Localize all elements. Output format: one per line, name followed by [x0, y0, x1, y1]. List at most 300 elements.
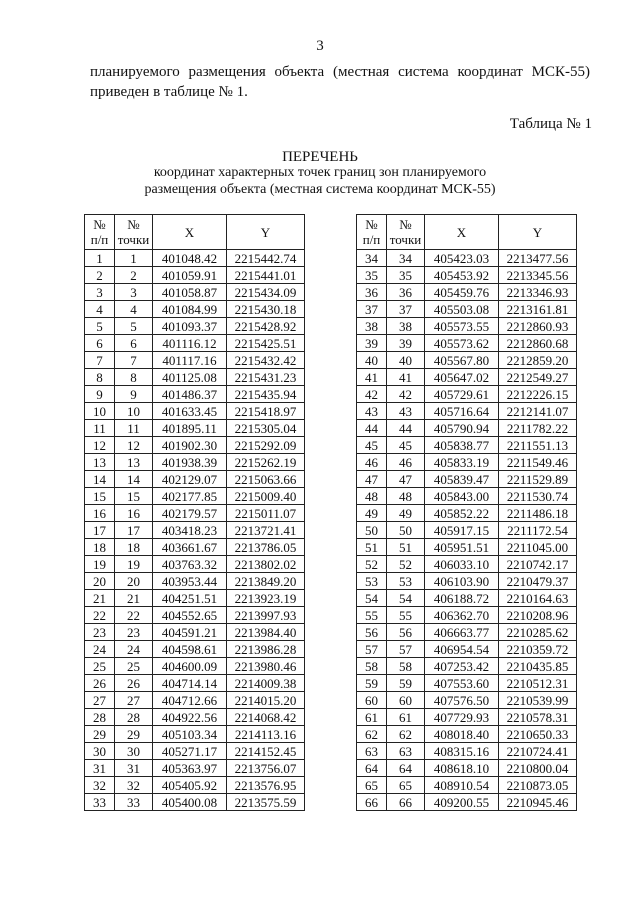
- cell-point-number: 9: [115, 386, 153, 403]
- cell-row-number: 34: [357, 250, 387, 267]
- cell-row-number: 39: [357, 335, 387, 352]
- cell-x: 405503.08: [425, 301, 499, 318]
- table-row: [85, 709, 305, 726]
- cell-row-number: 63: [357, 743, 387, 760]
- table-row: [85, 624, 305, 641]
- cell-point-number: 30: [115, 743, 153, 760]
- table-row: [357, 318, 577, 335]
- cell-row-number: 46: [357, 454, 387, 471]
- cell-x: 405363.97: [153, 760, 227, 777]
- cell-point-number: 39: [387, 335, 425, 352]
- cell-x: 408618.10: [425, 760, 499, 777]
- cell-x: 404251.51: [153, 590, 227, 607]
- cell-row-number: 49: [357, 505, 387, 522]
- cell-y: 2211486.18: [499, 505, 577, 522]
- table-row: [357, 607, 577, 624]
- table-row: [85, 352, 305, 369]
- cell-row-number: 44: [357, 420, 387, 437]
- cell-y: 2210650.33: [499, 726, 577, 743]
- cell-y: 2213721.41: [227, 522, 305, 539]
- cell-y: 2211172.54: [499, 522, 577, 539]
- cell-y: 2210873.05: [499, 777, 577, 794]
- cell-point-number: 29: [115, 726, 153, 743]
- header-y: Y: [499, 215, 577, 250]
- cell-x: 401116.12: [153, 335, 227, 352]
- cell-x: 404600.09: [153, 658, 227, 675]
- cell-row-number: 55: [357, 607, 387, 624]
- cell-y: 2211549.46: [499, 454, 577, 471]
- cell-x: 401093.37: [153, 318, 227, 335]
- table-row: [85, 267, 305, 284]
- cell-y: 2213575.59: [227, 794, 305, 811]
- cell-point-number: 66: [387, 794, 425, 811]
- cell-point-number: 63: [387, 743, 425, 760]
- cell-x: 401902.30: [153, 437, 227, 454]
- cell-y: 2211045.00: [499, 539, 577, 556]
- table-row: [357, 573, 577, 590]
- cell-point-number: 38: [387, 318, 425, 335]
- cell-x: 405833.19: [425, 454, 499, 471]
- cell-y: 2213576.95: [227, 777, 305, 794]
- cell-row-number: 58: [357, 658, 387, 675]
- cell-row-number: 11: [85, 420, 115, 437]
- cell-y: 2214113.16: [227, 726, 305, 743]
- cell-point-number: 53: [387, 573, 425, 590]
- table-row: [85, 403, 305, 420]
- cell-y: 2211782.22: [499, 420, 577, 437]
- table-row: [357, 624, 577, 641]
- cell-y: 2214068.42: [227, 709, 305, 726]
- cell-y: 2215435.94: [227, 386, 305, 403]
- cell-x: 405103.34: [153, 726, 227, 743]
- header-point-line1: №: [399, 217, 412, 232]
- cell-point-number: 37: [387, 301, 425, 318]
- cell-row-number: 14: [85, 471, 115, 488]
- cell-y: 2210359.72: [499, 641, 577, 658]
- table-row: [85, 743, 305, 760]
- cell-x: 404552.65: [153, 607, 227, 624]
- cell-point-number: 13: [115, 454, 153, 471]
- cell-y: 2212549.27: [499, 369, 577, 386]
- cell-y: 2210578.31: [499, 709, 577, 726]
- cell-x: 401633.45: [153, 403, 227, 420]
- table-row: [357, 590, 577, 607]
- cell-point-number: 49: [387, 505, 425, 522]
- table-row: [357, 335, 577, 352]
- cell-x: 405573.62: [425, 335, 499, 352]
- cell-x: 401058.87: [153, 284, 227, 301]
- cell-y: 2215441.01: [227, 267, 305, 284]
- table-row: [85, 488, 305, 505]
- cell-point-number: 62: [387, 726, 425, 743]
- cell-row-number: 8: [85, 369, 115, 386]
- cell-point-number: 26: [115, 675, 153, 692]
- cell-row-number: 42: [357, 386, 387, 403]
- cell-x: 404591.21: [153, 624, 227, 641]
- table-row: [85, 675, 305, 692]
- cell-row-number: 47: [357, 471, 387, 488]
- cell-row-number: 18: [85, 539, 115, 556]
- document-heading: ПЕРЕЧЕНЬ: [282, 149, 358, 165]
- cell-row-number: 48: [357, 488, 387, 505]
- table-row: [85, 556, 305, 573]
- subheading-line-1: координат характерных точек границ зон планируемого: [153, 165, 487, 180]
- table-row: [357, 641, 577, 658]
- header-number-line2: п/п: [362, 232, 381, 247]
- table-header-row: [85, 215, 305, 250]
- cell-row-number: 37: [357, 301, 387, 318]
- table-row: [357, 743, 577, 760]
- cell-row-number: 25: [85, 658, 115, 675]
- cell-row-number: 41: [357, 369, 387, 386]
- cell-x: 406663.77: [425, 624, 499, 641]
- table-row: [85, 284, 305, 301]
- table-row: [85, 692, 305, 709]
- cell-row-number: 29: [85, 726, 115, 743]
- cell-y: 2214009.38: [227, 675, 305, 692]
- table-caption: Таблица № 1: [509, 116, 592, 132]
- cell-x: 401084.99: [153, 301, 227, 318]
- cell-point-number: 54: [387, 590, 425, 607]
- table-row: [357, 675, 577, 692]
- cell-y: 2210285.62: [499, 624, 577, 641]
- header-point-number: [387, 215, 425, 250]
- cell-y: 2212860.93: [499, 318, 577, 335]
- cell-y: 2210539.99: [499, 692, 577, 709]
- table-row: [85, 641, 305, 658]
- cell-y: 2210479.37: [499, 573, 577, 590]
- table-row: [357, 505, 577, 522]
- cell-x: 405271.17: [153, 743, 227, 760]
- table-row: [85, 794, 305, 811]
- cell-row-number: 2: [85, 267, 115, 284]
- cell-point-number: 16: [115, 505, 153, 522]
- cell-point-number: 34: [387, 250, 425, 267]
- cell-x: 404598.61: [153, 641, 227, 658]
- cell-y: 2210742.17: [499, 556, 577, 573]
- cell-y: 2213756.07: [227, 760, 305, 777]
- cell-x: 404922.56: [153, 709, 227, 726]
- cell-y: 2215442.74: [227, 250, 305, 267]
- cell-row-number: 43: [357, 403, 387, 420]
- cell-x: 405838.77: [425, 437, 499, 454]
- cell-row-number: 30: [85, 743, 115, 760]
- cell-y: 2210800.04: [499, 760, 577, 777]
- cell-row-number: 19: [85, 556, 115, 573]
- cell-y: 2215432.42: [227, 352, 305, 369]
- cell-point-number: 33: [115, 794, 153, 811]
- header-point-line1: №: [127, 217, 140, 232]
- cell-x: 409200.55: [425, 794, 499, 811]
- cell-row-number: 27: [85, 692, 115, 709]
- header-x: X: [153, 215, 227, 250]
- cell-y: 2211530.74: [499, 488, 577, 505]
- cell-row-number: 56: [357, 624, 387, 641]
- header-x: X: [425, 215, 499, 250]
- cell-row-number: 13: [85, 454, 115, 471]
- cell-x: 403953.44: [153, 573, 227, 590]
- table-row: [357, 352, 577, 369]
- table-row: [85, 318, 305, 335]
- cell-row-number: 17: [85, 522, 115, 539]
- cell-row-number: 40: [357, 352, 387, 369]
- cell-point-number: 19: [115, 556, 153, 573]
- cell-point-number: 48: [387, 488, 425, 505]
- cell-point-number: 35: [387, 267, 425, 284]
- cell-point-number: 64: [387, 760, 425, 777]
- cell-x: 403763.32: [153, 556, 227, 573]
- table-row: [85, 658, 305, 675]
- cell-row-number: 57: [357, 641, 387, 658]
- cell-row-number: 31: [85, 760, 115, 777]
- cell-y: 2213161.81: [499, 301, 577, 318]
- table-row: [85, 573, 305, 590]
- cell-point-number: 2: [115, 267, 153, 284]
- table-row: [357, 777, 577, 794]
- table-row: [357, 726, 577, 743]
- cell-row-number: 10: [85, 403, 115, 420]
- table-row: [85, 522, 305, 539]
- cell-point-number: 43: [387, 403, 425, 420]
- cell-x: 404714.14: [153, 675, 227, 692]
- cell-row-number: 15: [85, 488, 115, 505]
- table-row: [85, 590, 305, 607]
- document-subheading: [0, 164, 640, 198]
- table-row: [357, 454, 577, 471]
- cell-x: 405453.92: [425, 267, 499, 284]
- cell-point-number: 24: [115, 641, 153, 658]
- cell-x: 404712.66: [153, 692, 227, 709]
- cell-x: 408018.40: [425, 726, 499, 743]
- header-row-number: [357, 215, 387, 250]
- cell-row-number: 65: [357, 777, 387, 794]
- subheading-line-2: размещения объекта (местная система координат МСК-55): [144, 182, 496, 197]
- cell-x: 405400.08: [153, 794, 227, 811]
- cell-point-number: 11: [115, 420, 153, 437]
- table-row: [85, 386, 305, 403]
- cell-x: 406103.90: [425, 573, 499, 590]
- table-row: [357, 386, 577, 403]
- header-y: Y: [227, 215, 305, 250]
- cell-point-number: 14: [115, 471, 153, 488]
- cell-y: 2215434.09: [227, 284, 305, 301]
- page-number: 3: [316, 38, 324, 54]
- table-row: [357, 794, 577, 811]
- cell-point-number: 58: [387, 658, 425, 675]
- table-header-row: [357, 215, 577, 250]
- cell-point-number: 57: [387, 641, 425, 658]
- cell-y: 2213980.46: [227, 658, 305, 675]
- cell-y: 2213997.93: [227, 607, 305, 624]
- cell-point-number: 46: [387, 454, 425, 471]
- coordinates-table-right: [356, 214, 577, 811]
- table-row: [85, 420, 305, 437]
- table-row: [357, 488, 577, 505]
- cell-x: 407729.93: [425, 709, 499, 726]
- cell-point-number: 55: [387, 607, 425, 624]
- header-row-number: [85, 215, 115, 250]
- cell-x: 407553.60: [425, 675, 499, 692]
- table-row: [357, 369, 577, 386]
- cell-x: 407253.42: [425, 658, 499, 675]
- cell-y: 2215425.51: [227, 335, 305, 352]
- cell-y: 2210512.31: [499, 675, 577, 692]
- cell-x: 402177.85: [153, 488, 227, 505]
- cell-point-number: 20: [115, 573, 153, 590]
- header-point-line2: точки: [389, 232, 422, 247]
- cell-y: 2213923.19: [227, 590, 305, 607]
- cell-y: 2215292.09: [227, 437, 305, 454]
- cell-point-number: 45: [387, 437, 425, 454]
- cell-y: 2215011.07: [227, 505, 305, 522]
- table-row: [357, 556, 577, 573]
- table-row: [85, 726, 305, 743]
- table-row: [357, 539, 577, 556]
- cell-row-number: 33: [85, 794, 115, 811]
- table-row: [85, 760, 305, 777]
- table-row: [357, 692, 577, 709]
- cell-point-number: 6: [115, 335, 153, 352]
- cell-row-number: 66: [357, 794, 387, 811]
- cell-row-number: 62: [357, 726, 387, 743]
- cell-point-number: 31: [115, 760, 153, 777]
- cell-x: 406188.72: [425, 590, 499, 607]
- cell-y: 2213786.05: [227, 539, 305, 556]
- cell-x: 401486.37: [153, 386, 227, 403]
- cell-y: 2213802.02: [227, 556, 305, 573]
- cell-row-number: 50: [357, 522, 387, 539]
- cell-x: 401059.91: [153, 267, 227, 284]
- cell-y: 2215262.19: [227, 454, 305, 471]
- cell-row-number: 9: [85, 386, 115, 403]
- cell-y: 2210724.41: [499, 743, 577, 760]
- cell-point-number: 22: [115, 607, 153, 624]
- table-row: [357, 301, 577, 318]
- cell-x: 405423.03: [425, 250, 499, 267]
- table-row: [85, 250, 305, 267]
- cell-point-number: 23: [115, 624, 153, 641]
- table-row: [357, 250, 577, 267]
- cell-row-number: 24: [85, 641, 115, 658]
- cell-y: 2214015.20: [227, 692, 305, 709]
- cell-x: 405405.92: [153, 777, 227, 794]
- cell-point-number: 15: [115, 488, 153, 505]
- header-point-line2: точки: [117, 232, 150, 247]
- cell-point-number: 12: [115, 437, 153, 454]
- cell-x: 403418.23: [153, 522, 227, 539]
- cell-point-number: 1: [115, 250, 153, 267]
- cell-point-number: 61: [387, 709, 425, 726]
- cell-point-number: 32: [115, 777, 153, 794]
- cell-x: 405790.94: [425, 420, 499, 437]
- cell-y: 2210435.85: [499, 658, 577, 675]
- cell-row-number: 52: [357, 556, 387, 573]
- table-row: [357, 420, 577, 437]
- cell-row-number: 45: [357, 437, 387, 454]
- cell-y: 2215428.92: [227, 318, 305, 335]
- cell-row-number: 61: [357, 709, 387, 726]
- cell-row-number: 64: [357, 760, 387, 777]
- table-row: [357, 522, 577, 539]
- cell-row-number: 5: [85, 318, 115, 335]
- cell-x: 408910.54: [425, 777, 499, 794]
- cell-row-number: 7: [85, 352, 115, 369]
- cell-x: 403661.67: [153, 539, 227, 556]
- cell-y: 2211529.89: [499, 471, 577, 488]
- cell-x: 405951.51: [425, 539, 499, 556]
- cell-point-number: 17: [115, 522, 153, 539]
- cell-point-number: 56: [387, 624, 425, 641]
- table-row: [85, 437, 305, 454]
- cell-x: 405647.02: [425, 369, 499, 386]
- cell-x: 401048.42: [153, 250, 227, 267]
- cell-y: 2212226.15: [499, 386, 577, 403]
- cell-row-number: 51: [357, 539, 387, 556]
- cell-x: 405852.22: [425, 505, 499, 522]
- cell-row-number: 20: [85, 573, 115, 590]
- table-row: [85, 454, 305, 471]
- table-row: [357, 267, 577, 284]
- table-row: [357, 437, 577, 454]
- cell-row-number: 4: [85, 301, 115, 318]
- intro-paragraph: планируемого размещения объекта (местная система координат МСК-55) приведен в таблице № 1.: [90, 64, 590, 100]
- cell-point-number: 44: [387, 420, 425, 437]
- cell-y: 2212859.20: [499, 352, 577, 369]
- cell-y: 2210945.46: [499, 794, 577, 811]
- table-row: [85, 505, 305, 522]
- cell-point-number: 40: [387, 352, 425, 369]
- cell-x: 406362.70: [425, 607, 499, 624]
- cell-y: 2213849.20: [227, 573, 305, 590]
- cell-x: 405729.61: [425, 386, 499, 403]
- cell-y: 2213984.40: [227, 624, 305, 641]
- cell-row-number: 3: [85, 284, 115, 301]
- table-row: [357, 284, 577, 301]
- cell-y: 2210164.63: [499, 590, 577, 607]
- cell-point-number: 42: [387, 386, 425, 403]
- table-row: [357, 760, 577, 777]
- cell-row-number: 59: [357, 675, 387, 692]
- cell-row-number: 28: [85, 709, 115, 726]
- cell-point-number: 59: [387, 675, 425, 692]
- table-row: [85, 301, 305, 318]
- cell-point-number: 65: [387, 777, 425, 794]
- cell-x: 405839.47: [425, 471, 499, 488]
- cell-x: 405843.00: [425, 488, 499, 505]
- cell-y: 2213345.56: [499, 267, 577, 284]
- cell-x: 408315.16: [425, 743, 499, 760]
- cell-point-number: 51: [387, 539, 425, 556]
- cell-x: 405567.80: [425, 352, 499, 369]
- cell-y: 2214152.45: [227, 743, 305, 760]
- cell-row-number: 12: [85, 437, 115, 454]
- cell-row-number: 26: [85, 675, 115, 692]
- cell-y: 2211551.13: [499, 437, 577, 454]
- header-number-line1: №: [93, 217, 106, 232]
- cell-x: 401938.39: [153, 454, 227, 471]
- table-row: [85, 471, 305, 488]
- cell-y: 2212860.68: [499, 335, 577, 352]
- cell-row-number: 38: [357, 318, 387, 335]
- cell-x: 405573.55: [425, 318, 499, 335]
- cell-point-number: 21: [115, 590, 153, 607]
- cell-x: 401117.16: [153, 352, 227, 369]
- cell-x: 402129.07: [153, 471, 227, 488]
- table-row: [357, 658, 577, 675]
- cell-y: 2215063.66: [227, 471, 305, 488]
- cell-point-number: 28: [115, 709, 153, 726]
- table-row: [85, 335, 305, 352]
